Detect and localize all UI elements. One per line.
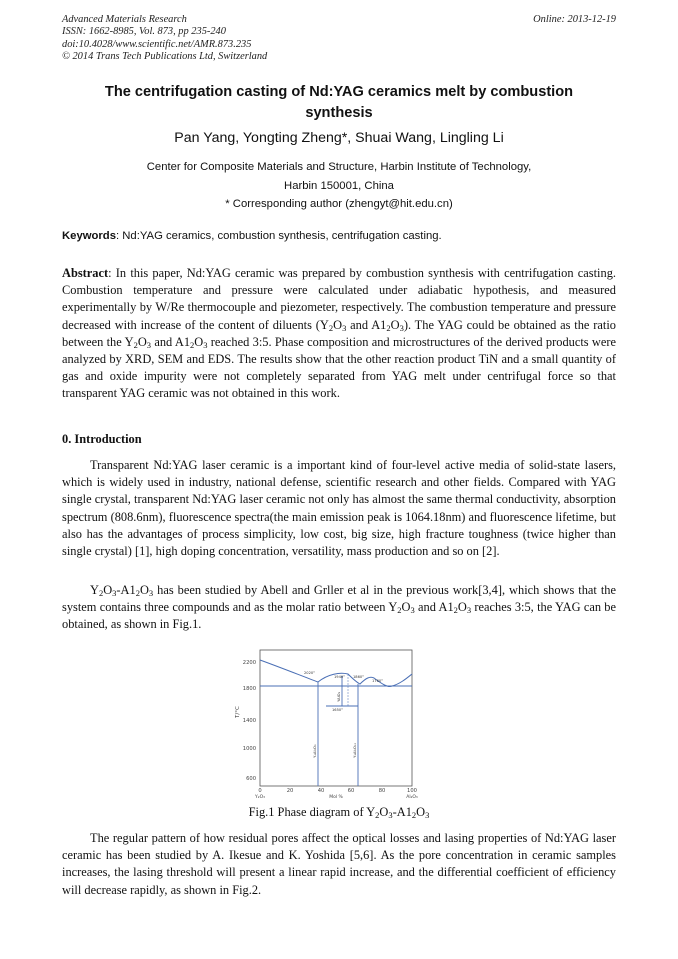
affiliation	[62, 158, 616, 214]
liquidus-curve	[260, 660, 412, 687]
xtick-label: 40	[317, 788, 325, 794]
phase-label-y4al2o9: Y₄Al₂O₉	[312, 744, 317, 758]
intro-paragraph-1: Transparent Nd:YAG laser ceramic is a important kind of four-level active media of solid-state lasers, which is widely used in industry, national defense, scientific research and other fields. Compared with YAG single crystal, transparent Nd:YAG laser ceramic not only has almost the same thermal conductivity, absorption spectrum (808.6nm), fluorescence spectra(the main emission peak is 1064.18nm) and fluorescence lifetime, but also has the advantages of process simplicity, low cost, big size, high fracture toughness (twice higher than single crystal) [1], high doping concentration, versatility, mass production and so on [2].	[62, 458, 616, 559]
y-axis-label: T/°C	[235, 706, 241, 718]
corresponding-author: * Corresponding author (zhengyt@hit.edu.cn)	[225, 198, 453, 211]
temp-label: 1760°	[372, 679, 383, 683]
ytick-label: 1800	[242, 686, 256, 692]
paper-title: The centrifugation casting of Nd:YAG ceramics melt by combustion synthesis	[104, 84, 574, 121]
online-date: Online: 2013-12-19	[533, 14, 616, 25]
xtick-label: 80	[378, 788, 386, 794]
doi: doi:10.4028/www.scientific.net/AMR.873.235	[62, 38, 252, 50]
temp-label: 1650°	[332, 708, 343, 712]
section-heading: 0. Introduction	[62, 432, 142, 446]
x-left-label: Y₂O₃	[255, 795, 265, 798]
intro-paragraph-3: The regular pattern of how residual pores affect the optical losses and lasing properties of Nd:YAG laser ceramic has been studied by A. Ikesue and K. Yoshida [5,6]. As the pore concentration in ceramic samples increases, the lasing threshold will present a linear rapid increase, and the differential coefficient of efficiency will decrease rapidly, as shown in Fig.2.	[62, 831, 616, 897]
abstract-label: Abstract	[62, 266, 109, 280]
temp-label: 1860°	[353, 675, 364, 679]
x-right-label: Al₂O₃	[406, 795, 418, 798]
phase-label-yalo3: YAlO₃	[336, 691, 341, 702]
temp-label: 1940°	[334, 675, 345, 679]
x-axis-label: Mol %	[329, 795, 343, 798]
issn: ISSN: 1662-8985, Vol. 873, pp 235-240	[62, 26, 226, 38]
abstract: Abstract: In this paper, Nd:YAG ceramic was prepared by combustion synthesis with centrifugation casting. Combustion temperature and pressure were calculated under adiabatic hypothesis, and measured experimentally by W/Re thermocouple and piezometer, respectively. The combustion temperature and pressure decreased with increase of the content of diluents ($Y_2O_3$ and $A1_2O_3$). The YAG could be obtained as the ratio between the $Y_2O_3$ and $A1_2O_3$ reached 3:5. Phase composition and microstructures of the derived products were analyzed by XRD, SEM and EDS. The results show that the other reaction product TiN and a small quantity of gas and oxide impurity were not completely separated from YAG melt under centrifugal force so that transparent YAG ceramic was not obtained in this work.	[62, 266, 617, 401]
ytick-label: 600	[246, 776, 256, 782]
figure-caption: Fig.1 Phase diagram of $Y_2O_3-A1_2O_3$	[248, 805, 430, 820]
affiliation-line-1: Center for Composite Materials and Structure, Harbin Institute of Technology,	[146, 161, 532, 173]
plot-frame	[260, 650, 412, 786]
xtick-label: 60	[347, 788, 355, 794]
intro-paragraph-2: $Y_2O_3-A1_2O_3$ has been studied by Abell and Grller et al in the previous work[3,4], which shows that the system contains three compounds and as the molar ratio between $Y_2O_3$ and $A1_2O_3$ reaches 3:5, the YAG can be obtained, as shown in Fig.1.	[62, 583, 616, 632]
ytick-label: 1400	[242, 718, 256, 724]
ytick-label: 2200	[242, 660, 256, 666]
authors: Pan Yang, Yongting Zheng*, Shuai Wang, Lingling Li	[174, 130, 504, 146]
ytick-label: 1000	[242, 746, 256, 752]
journal-name: Advanced Materials Research	[62, 14, 187, 25]
keywords-label: Keywords	[62, 230, 116, 242]
phase-label-yag: Y₃Al₅O₁₂	[352, 742, 357, 758]
xtick-label: 0	[258, 788, 262, 794]
affiliation-line-2: Harbin 150001, China	[284, 179, 394, 192]
journal-header	[62, 14, 616, 64]
keywords-text: : Nd:YAG ceramics, combustion synthesis, centrifugation casting.	[116, 230, 442, 242]
xtick-label: 20	[286, 788, 294, 794]
keywords	[62, 230, 616, 242]
temp-label: 2020°	[304, 671, 315, 675]
phase-diagram-figure	[232, 648, 428, 798]
xtick-label: 100	[407, 788, 417, 794]
copyright: © 2014 Trans Tech Publications Ltd, Switzerland	[62, 51, 268, 63]
